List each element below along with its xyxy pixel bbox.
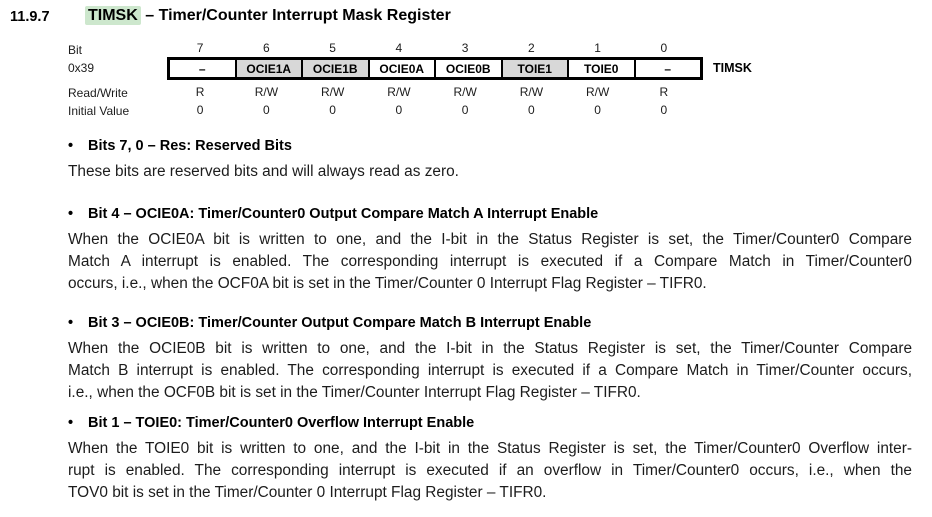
section-bit-3	[68, 313, 912, 404]
section-heading	[68, 204, 912, 224]
body-line: Match A interrupt is enabled. The corresponding interrupt is executed if a Compare Match in Timer/Counter0	[68, 253, 912, 270]
section-bit-1	[68, 413, 912, 504]
bit-number: 1	[594, 41, 601, 55]
register-name-label: TIMSK	[713, 61, 752, 75]
initial-value: 0	[395, 103, 403, 117]
read-write-value: R	[659, 85, 669, 99]
section-heading	[68, 313, 912, 333]
body-line: When the TOIE0 bit is written to one, and the I-bit in the Status Register is set, the Timer/Counter0 Overflow inter-	[68, 440, 912, 457]
row-label-read-write: Read/Write	[68, 86, 128, 100]
bullet-icon: •	[68, 315, 74, 331]
row-label-initial-value: Initial Value	[68, 104, 130, 118]
read-write-row	[167, 85, 697, 99]
initial-value: 0	[263, 103, 270, 117]
body-line: These bits are reserved bits and will always read as zero.	[68, 163, 459, 180]
read-write-value: R/W	[519, 85, 544, 99]
register-bit-cell-6: TOIE0	[567, 60, 634, 77]
register-bit-cell-1: OCIE1A	[235, 60, 302, 77]
bit-numbers-row	[167, 41, 697, 55]
bit-number: 6	[263, 41, 270, 55]
section-bit-4	[68, 204, 912, 295]
section-bits-7-0	[68, 136, 912, 183]
row-label-address: 0x39	[68, 61, 95, 75]
read-write-value: R/W	[585, 85, 610, 99]
page-title-text: – Timer/Counter Interrupt Mask Register	[145, 7, 451, 24]
register-bit-cell-2: OCIE1B	[301, 60, 368, 77]
bit-number: 0	[660, 41, 668, 55]
section-number: 11.9.7	[10, 9, 50, 25]
register-name-highlight: TIMSK	[85, 6, 141, 25]
register-bit-cell-7: –	[634, 60, 701, 77]
section-heading-text: Bits 7, 0 – Res: Reserved Bits	[88, 138, 292, 154]
initial-value: 0	[660, 103, 668, 117]
register-bit-cell-0: –	[198, 61, 206, 76]
bit-number: 3	[461, 41, 469, 55]
read-write-value: R/W	[320, 85, 345, 99]
body-line: TOV0 bit is set in the Timer/Counter 0 Interrupt Flag Register – TIFR0.	[68, 484, 547, 501]
row-label-bit: Bit	[68, 43, 83, 57]
bullet-icon: •	[68, 206, 74, 222]
register-bit-row	[167, 57, 703, 80]
initial-value: 0	[528, 103, 535, 117]
bit-number: 5	[329, 41, 336, 55]
body-line: When the OCIE0B bit is written to one, and the I-bit in the Status Register is set, the Timer/Counter Compare	[68, 340, 912, 357]
register-bit-cell-5: TOIE1	[501, 60, 568, 77]
bit-descriptions	[68, 136, 912, 504]
read-write-value: R/W	[387, 85, 411, 99]
initial-value: 0	[196, 103, 204, 117]
initial-value: 0	[594, 103, 601, 117]
initial-value-row	[167, 103, 697, 117]
section-heading-text: Bit 4 – OCIE0A: Timer/Counter0 Output Compare Match A Interrupt Enable	[88, 206, 599, 222]
bit-number: 4	[395, 41, 403, 55]
bit-number: 7	[196, 41, 204, 55]
read-write-value: R/W	[254, 85, 279, 99]
body-line: When the OCIE0A bit is written to one, and the I-bit in the Status Register is set, the Timer/Counter0 Compare	[68, 231, 912, 248]
body-line: Match B interrupt is enabled. The corresponding interrupt is executed if a Compare Match in Timer/Counter occurs,	[68, 362, 912, 379]
page-title	[85, 7, 451, 25]
section-heading-text: Bit 1 – TOIE0: Timer/Counter0 Overflow Interrupt Enable	[88, 415, 475, 431]
section-heading	[68, 136, 912, 156]
bullet-icon: •	[68, 415, 74, 431]
section-heading	[68, 413, 912, 433]
register-bit-cell-3: OCIE0A	[368, 60, 435, 77]
initial-value: 0	[461, 103, 469, 117]
bullet-icon: •	[68, 138, 74, 154]
section-heading-text: Bit 3 – OCIE0B: Timer/Counter Output Compare Match B Interrupt Enable	[88, 315, 592, 331]
read-write-value: R	[195, 85, 205, 99]
register-bit-cell-4: OCIE0B	[434, 60, 501, 77]
body-line: rupt is enabled. The corresponding interrupt is executed if an overflow in Timer/Counter0 occurs, i.e., when the	[68, 462, 912, 479]
initial-value: 0	[329, 103, 336, 117]
read-write-value: R/W	[453, 85, 477, 99]
body-line: i.e., when the OCF0B bit is set in the Timer/Counter Interrupt Flag Register – TIFR0.	[68, 384, 641, 401]
body-line: occurs, i.e., when the OCF0A bit is set in the Timer/Counter 0 Interrupt Flag Register – TIFR0.	[68, 275, 707, 292]
bit-number: 2	[528, 41, 535, 55]
